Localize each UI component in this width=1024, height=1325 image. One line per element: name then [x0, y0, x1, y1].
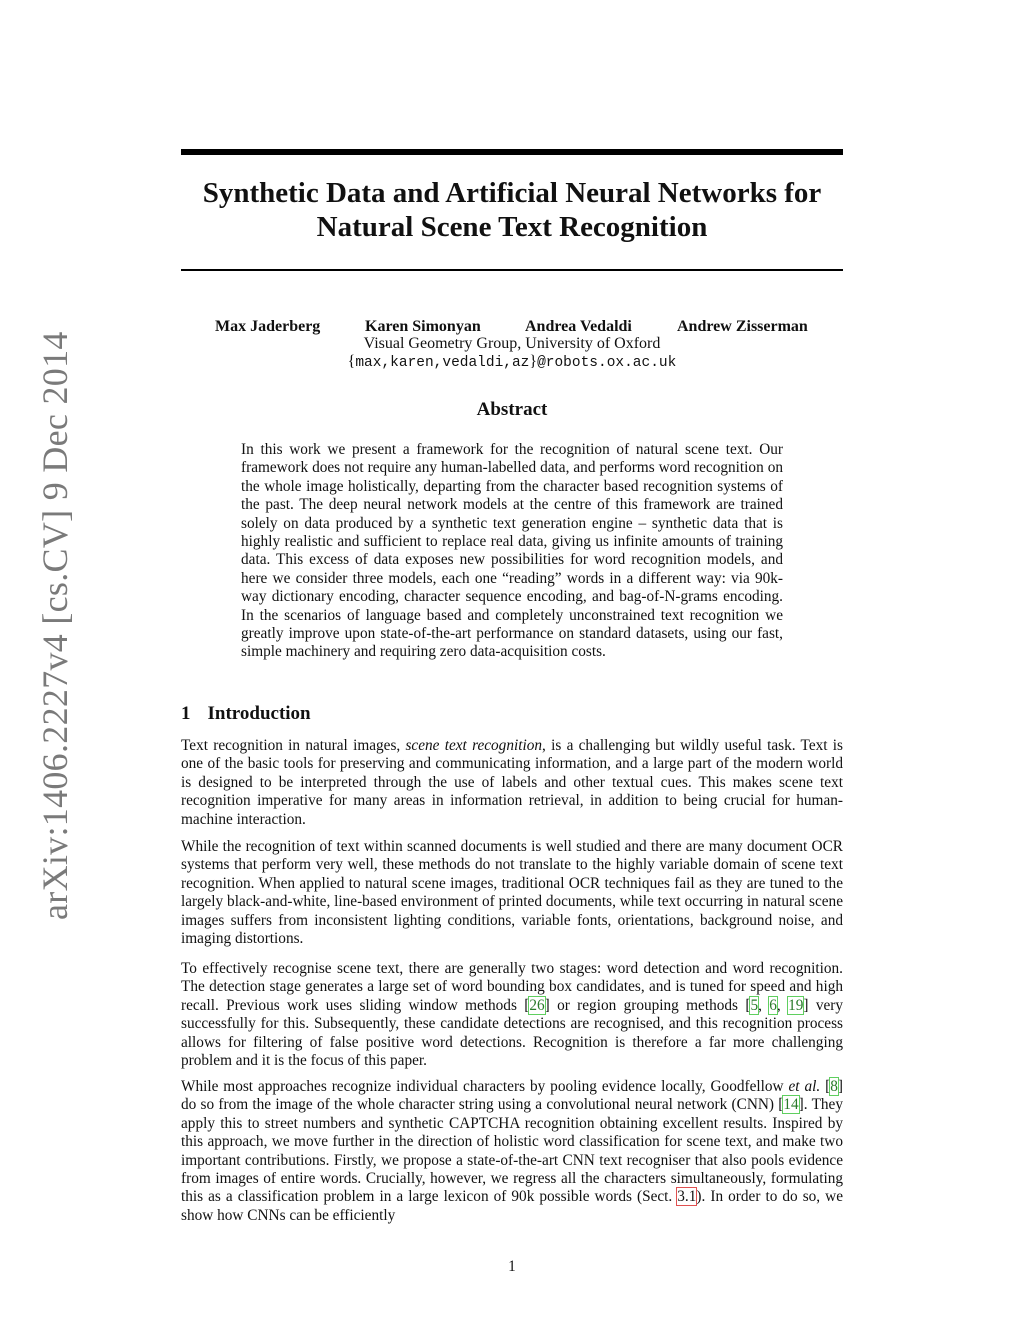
arxiv-stamp: arXiv:1406.2227v4 [cs.CV] 9 Dec 2014	[35, 331, 75, 920]
citation-link-6[interactable]: 6	[769, 996, 777, 1014]
p4-text-d: ]. They apply this to street numbers and synthetic CAPTCHA recognition obtaining excellent results. Inspired by this approach, we move further in the direction of holistic word classification for scene text, and make two important contributions. Firstly, we propose a state-of-the-art CNN text recogniser that also pools evidence from images of entire words. Crucially, however, we regress all the characters simultaneously, formulating this as a classification problem in a large lexicon of 90k possible words (Sect.	[181, 1096, 843, 1206]
paper-title	[181, 176, 843, 244]
intro-paragraph-4	[181, 1078, 843, 1225]
intro-paragraph-3	[181, 960, 843, 1070]
section-ref-link-3-1[interactable]: 3.1	[677, 1188, 697, 1206]
citation-link-8[interactable]: 8	[830, 1078, 838, 1095]
citation-link-19[interactable]: 19	[788, 996, 804, 1014]
author-4: Andrew Zisserman	[677, 318, 808, 335]
citation-link-26[interactable]: 26	[529, 996, 545, 1014]
email-brace-close: }	[529, 353, 538, 370]
p3-sep-1: ,	[758, 996, 770, 1014]
p4-text-a: While most approaches recognize individual characters by pooling evidence locally, Goodfellow	[181, 1078, 789, 1095]
p4-et-al: et al.	[788, 1078, 821, 1095]
author-2: Karen Simonyan	[365, 318, 481, 335]
p4-text-b: [	[820, 1078, 831, 1095]
abstract-heading: Abstract	[476, 399, 548, 420]
section-heading-introduction	[181, 703, 311, 725]
intro-paragraph-2: While the recognition of text within scanned documents is well studied and there are many document OCR systems that perform very well, these methods do not translate to the highly variable domain of scene text recognition. When applied to natural scene images, traditional OCR techniques fail as they are tuned to the largely black-and-white, line-based environment of printed documents, while text occurring in natural scene images suffers from inconsistent lighting conditions, variable fonts, orientations, background noise, and imaging distortions.	[181, 838, 843, 948]
page-number: 1	[508, 1258, 516, 1275]
p3-text-a: To effectively recognise scene text, there are generally two stages: word detection and word recognition. The detection stage generates a large set of word bounding box candidates, and is tuned for speed and high recall. Previous work uses sliding window methods [	[181, 960, 843, 1014]
p1-text-b: , is a challenging but wildly useful task. Text is one of the basic tools for preserving and communicating information, and a large part of the modern world is designed to be interpreted through the use of labels and other textual cues. This makes scene text recognition imperative for many areas in information retrieval, in addition to being crucial for human-machine interaction.	[181, 737, 843, 828]
p3-text-b: ] or region grouping methods [	[544, 996, 751, 1014]
p3-text-c: ] very successfully for this. Subsequently, these candidate detections are recognised, and this recognition process allows for filtering of false positive word detections. Recognition is therefore a far more challenging problem and it is the focus of this paper.	[181, 996, 844, 1070]
p1-text-a: Text recognition in natural images,	[181, 737, 406, 754]
author-3: Andrea Vedaldi	[525, 318, 632, 335]
author-1: Max Jaderberg	[215, 318, 321, 335]
section-number: 1	[181, 703, 191, 724]
p4-text-c: ] do so from the image of the whole character string using a convolutional neural network (CNN) [	[181, 1078, 843, 1114]
intro-paragraph-1	[181, 737, 843, 829]
p4-text-e: ). In order to do so, we show how CNNs can be efficiently	[181, 1188, 844, 1224]
section-title: Introduction	[207, 703, 311, 724]
abstract-text: In this work we present a framework for the recognition of natural scene text. Our framework does not require any human-labelled data, and performs word recognition on the whole image holistically, departing from the character based recognition systems of the past. The deep neural network models at the centre of this framework are trained solely on data produced by a synthetic text generation engine – synthetic data that is highly realistic and sufficient to replace real data, giving us infinite amounts of training data. This excess of data exposes new possibilities for word recognition models, and here we consider three models, each one “reading” words in a different way: via 90k-way dictionary encoding, character sequence encoding, and bag-of-N-grams encoding. In the scenarios of language based and completely unconstrained text recognition we greatly improve upon state-of-the-art performance on standard datasets, using our fast, simple machinery and requiring zero data-acquisition costs.	[241, 441, 783, 661]
citation-link-5[interactable]: 5	[750, 996, 759, 1014]
title-line-2: Natural Scene Text Recognition	[316, 211, 708, 243]
title-rule-top	[181, 149, 843, 155]
affiliation: Visual Geometry Group, University of Oxford	[363, 335, 661, 352]
p1-emphasis: scene text recognition	[405, 737, 543, 754]
email-brace-open: {	[347, 353, 356, 370]
citation-link-14[interactable]: 14	[783, 1096, 799, 1114]
email-domain: @robots.ox.ac.uk	[537, 355, 677, 371]
email-line	[181, 352, 843, 373]
p3-sep-2: ,	[776, 996, 789, 1014]
email-names: max,karen,vedaldi,az	[355, 355, 530, 371]
title-rule-bottom	[181, 269, 843, 271]
title-line-1: Synthetic Data and Artificial Neural Networks for	[202, 177, 822, 209]
